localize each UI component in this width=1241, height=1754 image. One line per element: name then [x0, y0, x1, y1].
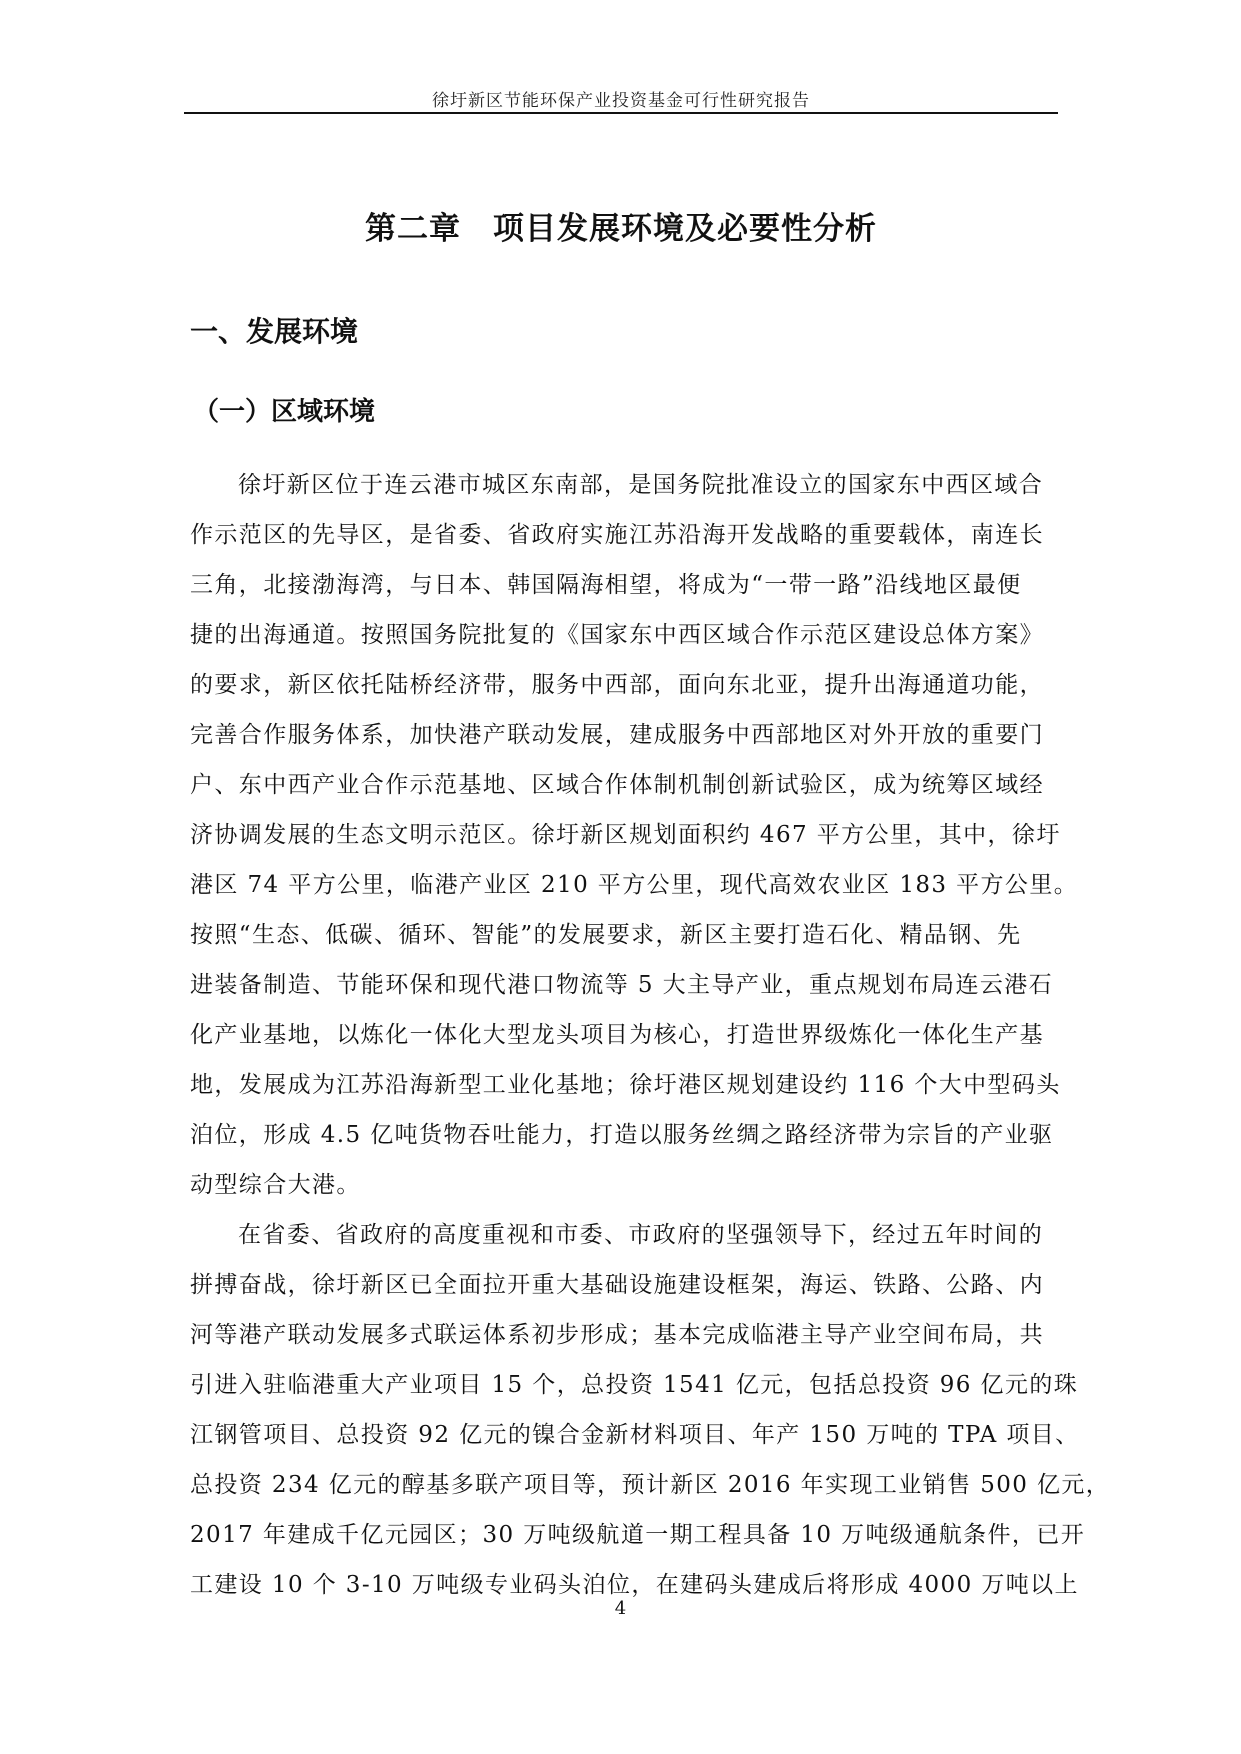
paragraph-development-progress — [190, 1210, 1111, 1610]
paragraph-line: 化产业基地，以炼化一体化大型龙头项目为核心，打造世界级炼化一体化生产基 — [190, 1022, 1044, 1048]
body-text — [190, 460, 1111, 1610]
paragraph-line: 捷的出海通道。按照国务院批复的《国家东中西区域合作示范区建设总体方案》 — [190, 622, 1044, 648]
paragraph-line: 地，发展成为江苏沿海新型工业化基地；徐圩港区规划建设约 116 个大中型码头 — [190, 1072, 1061, 1098]
paragraph-line: 户、东中西产业合作示范基地、区域合作体制机制创新试验区，成为统筹区域经 — [190, 772, 1044, 798]
paragraph-line: 江钢管项目、总投资 92 亿元的镍合金新材料项目、年产 150 万吨的 TPA 项目、 — [190, 1422, 1080, 1448]
subsection-heading: （一）区域环境 — [193, 397, 376, 427]
paragraph-line: 在省委、省政府的高度重视和市委、市政府的坚强领导下，经过五年时间的 — [238, 1222, 1044, 1248]
paragraph-line: 引进入驻临港重大产业项目 15 个，总投资 1541 亿元，包括总投资 96 亿元的珠 — [190, 1372, 1079, 1398]
section-heading: 一、发展环境 — [190, 315, 359, 348]
paragraph-line: 济协调发展的生态文明示范区。徐圩新区规划面积约 467 平方公里，其中，徐圩 — [190, 822, 1061, 848]
paragraph-line: 完善合作服务体系，加快港产联动发展，建成服务中西部地区对外开放的重要门 — [190, 722, 1044, 748]
paragraph-line: 作示范区的先导区，是省委、省政府实施江苏沿海开发战略的重要载体，南连长 — [190, 522, 1044, 548]
paragraph-line: 拼搏奋战，徐圩新区已全面拉开重大基础设施建设框架，海运、铁路、公路、内 — [190, 1272, 1044, 1298]
paragraph-line: 工建设 10 个 3-10 万吨级专业码头泊位，在建码头建成后将形成 4000 万吨以上 — [190, 1572, 1079, 1598]
paragraph-line: 的要求，新区依托陆桥经济带，服务中西部，面向东北亚，提升出海通道功能， — [190, 672, 1044, 698]
paragraph-line: 泊位，形成 4.5 亿吨货物吞吐能力，打造以服务丝绸之路经济带为宗旨的产业驱 — [190, 1122, 1054, 1148]
paragraph-line: 动型综合大港。 — [190, 1172, 361, 1198]
running-header: 徐圩新区节能环保产业投资基金可行性研究报告 — [432, 91, 810, 111]
paragraph-line: 按照“生态、低碳、循环、智能”的发展要求，新区主要打造石化、精品钢、先 — [190, 922, 1022, 948]
paragraph-line: 2017 年建成千亿元园区；30 万吨级航道一期工程具备 10 万吨级通航条件，已开 — [190, 1522, 1086, 1548]
paragraph-line: 总投资 234 亿元的醇基多联产项目等，预计新区 2016 年实现工业销售 500 亿元， — [190, 1472, 1111, 1498]
paragraph-regional-overview — [190, 460, 1079, 1210]
paragraph-line: 港区 74 平方公里，临港产业区 210 平方公里，现代高效农业区 183 平方公里。 — [190, 872, 1079, 898]
paragraph-line: 进装备制造、节能环保和现代港口物流等 5 大主导产业，重点规划布局连云港石 — [190, 972, 1054, 998]
header-rule — [184, 112, 1058, 114]
paragraph-line: 河等港产联动发展多式联运体系初步形成；基本完成临港主导产业空间布局，共 — [190, 1322, 1044, 1348]
page-number: 4 — [614, 1598, 627, 1619]
paragraph-line: 三角，北接渤海湾，与日本、韩国隔海相望，将成为“一带一路”沿线地区最便 — [190, 572, 1022, 598]
paragraph-line: 徐圩新区位于连云港市城区东南部，是国务院批准设立的国家东中西区域合 — [238, 472, 1044, 498]
chapter-title: 第二章 项目发展环境及必要性分析 — [365, 211, 877, 247]
